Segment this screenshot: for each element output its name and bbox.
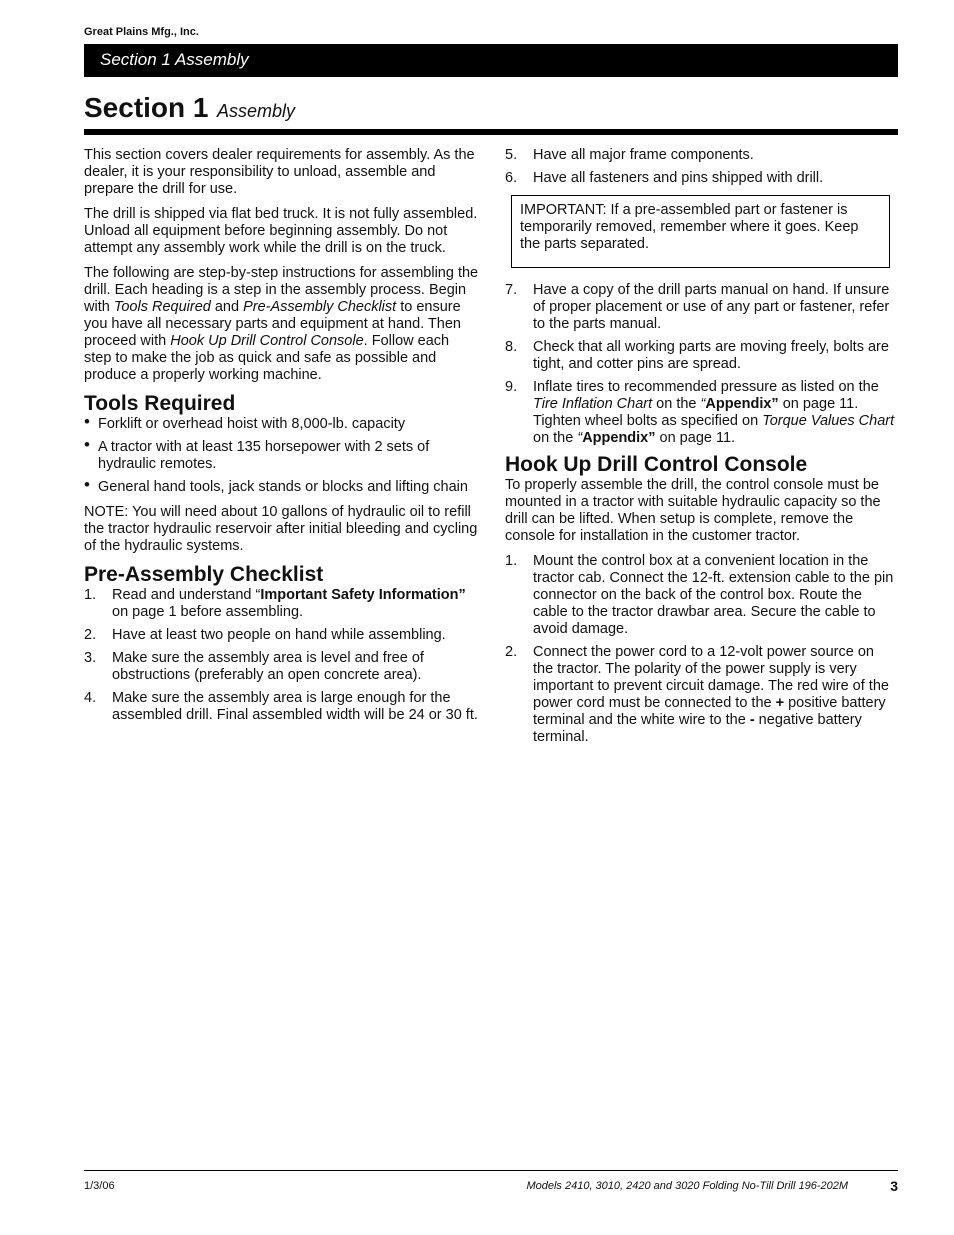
checklist-heading: Pre-Assembly Checklist <box>84 563 324 586</box>
item-number: 1. <box>505 553 518 569</box>
tools-list <box>84 416 479 496</box>
intro-text: and <box>210 299 244 315</box>
item-text: Connect the power cord to a 12-volt power source on the tractor. The polarity of the power supply is very important to prevent circuit damage. The red wire of the power cord must be connected to the <box>533 644 889 711</box>
tire-chart-ref: Tire Inflation Chart <box>533 396 653 412</box>
checklist-item <box>84 690 479 724</box>
item-text: on page 11. Tighten wheel bolts as specified on <box>533 396 859 429</box>
intro-ref-hookup: Hook Up Drill Control Console <box>170 333 364 349</box>
checklist-item <box>84 587 479 621</box>
item-number: 2. <box>84 627 97 643</box>
intro-paragraph-2: The drill is shipped via flat bed truck. It is not fully assembled. Unload all equipment before beginning assembly. Do not attempt any assembly work while the drill is on the truck. <box>84 206 478 256</box>
section-header-bar <box>84 44 898 77</box>
item-text: negative battery terminal. <box>533 712 862 745</box>
positive-sign: + <box>775 695 785 711</box>
tools-list-item: • General hand tools, jack stands or blocks and lifting chain <box>84 479 479 496</box>
negative-sign: - <box>749 712 755 728</box>
page-title <box>84 92 295 124</box>
intro-text: . Follow each step to make the job as quick and safe as possible and produce a properly working machine. <box>84 333 450 383</box>
item-number: 8. <box>505 339 518 355</box>
hookup-list <box>505 553 898 746</box>
left-column <box>84 147 479 730</box>
checklist-item <box>505 339 898 373</box>
torque-chart-ref: Torque Values Chart <box>762 413 895 429</box>
checklist-item <box>505 379 898 447</box>
intro-paragraph-3 <box>84 265 479 384</box>
intro-paragraph-1: This section covers dealer requirements for assembly. As the dealer, it is your responsibility to unload, assemble and prepare the drill for use. <box>84 147 475 197</box>
intro-ref-checklist: Pre-Assembly Checklist <box>243 299 397 315</box>
item-number: 4. <box>84 690 97 706</box>
item-number: 2. <box>505 644 518 660</box>
item-text: Have all fasteners and pins shipped with drill. <box>533 170 824 186</box>
item-text: Have a copy of the drill parts manual on hand. If unsure of proper placement or use of any part or fastener, refer to the parts manual. <box>533 282 890 332</box>
tools-heading: Tools Required <box>84 392 236 415</box>
footer-rule <box>84 1170 898 1171</box>
item-text: on page 1 before assembling. <box>112 604 304 620</box>
quote-mark: “ <box>700 396 706 412</box>
important-notice-box: IMPORTANT: If a pre-assembled part or fastener is temporarily removed, remember where it goes. Keep the parts separated. <box>511 195 890 268</box>
item-text: positive battery terminal and the white wire to the <box>533 695 886 728</box>
checklist-item <box>505 147 898 164</box>
checklist-item <box>84 650 479 684</box>
right-column <box>505 147 898 752</box>
quote-mark: “ <box>577 430 583 446</box>
item-text: Make sure the assembly area is level and free of obstructions (preferably an open concrete area). <box>112 650 424 683</box>
item-text: Have at least two people on hand while assembling. <box>112 627 446 643</box>
item-text: Have all major frame components. <box>533 147 754 163</box>
hookup-intro: To properly assemble the drill, the control console must be mounted in a tractor with suitable hydraulic capacity so the drill can be lifted. When setup is complete, remove the console for installation in the customer tractor. <box>505 477 881 544</box>
checklist-list-continued <box>505 282 898 447</box>
section-subtitle: Assembly <box>216 101 295 121</box>
item-number: 1. <box>84 587 97 603</box>
item-text: on page 11. <box>655 430 736 446</box>
item-number: 9. <box>505 379 518 395</box>
hookup-heading: Hook Up Drill Control Console <box>505 453 808 476</box>
tools-list-item: • A tractor with at least 135 horsepower with 2 sets of hydraulic remotes. <box>84 439 479 473</box>
hydraulic-oil-note: NOTE: You will need about 10 gallons of hydraulic oil to refill the tractor hydraulic reservoir after initial bleeding and cycling of the hydraulic systems. <box>84 504 478 554</box>
checklist-item <box>505 282 898 333</box>
intro-text: to ensure you have all necessary parts and equipment at hand. Then proceed with <box>84 299 461 349</box>
footer-models: Models 2410, 3010, 2420 and 3020 Folding No-Till Drill 196-202M <box>526 1180 848 1192</box>
page-number: 3 <box>890 1178 898 1194</box>
section-number: Section 1 <box>84 92 209 123</box>
item-text: Mount the control box at a convenient location in the tractor cab. Connect the 12-ft. extension cable to the pin connector on the back of the control box. Route the cable to the tractor drawbar area. Secure the cable to avoid damage. <box>533 553 894 637</box>
checklist-list-continued <box>505 147 898 187</box>
footer-date: 1/3/06 <box>84 1180 115 1192</box>
intro-ref-tools: Tools Required <box>113 299 211 315</box>
item-text: on the <box>533 430 578 446</box>
item-text: Inflate tires to recommended pressure as listed on the <box>533 379 879 395</box>
intro-text: The following are step-by-step instructions for assembling the drill. Each heading is a step in the assembly process. Begin with <box>84 265 479 315</box>
item-text: on the <box>652 396 701 412</box>
item-text: Check that all working parts are moving freely, bolts are tight, and cotter pins are spread. <box>533 339 889 372</box>
item-number: 7. <box>505 282 518 298</box>
checklist-item <box>84 627 479 644</box>
safety-info-ref: Important Safety Information” <box>260 587 466 603</box>
appendix-ref: Appendix” <box>582 430 656 446</box>
title-rule <box>84 129 898 135</box>
item-number: 5. <box>505 147 518 163</box>
checklist-list <box>84 587 479 724</box>
company-name: Great Plains Mfg., Inc. <box>84 26 199 38</box>
hookup-item <box>505 644 898 746</box>
appendix-ref: Appendix” <box>705 396 779 412</box>
hookup-item <box>505 553 898 638</box>
tools-list-item: • Forklift or overhead hoist with 8,000-lb. capacity <box>84 416 479 433</box>
item-number: 3. <box>84 650 97 666</box>
item-text: Make sure the assembly area is large enough for the assembled drill. Final assembled width will be 24 or 30 ft. <box>112 690 478 723</box>
checklist-item <box>505 170 898 187</box>
item-text: Read and understand “ <box>112 587 261 603</box>
section-header-label: Section 1 Assembly <box>100 50 249 69</box>
item-number: 6. <box>505 170 518 186</box>
